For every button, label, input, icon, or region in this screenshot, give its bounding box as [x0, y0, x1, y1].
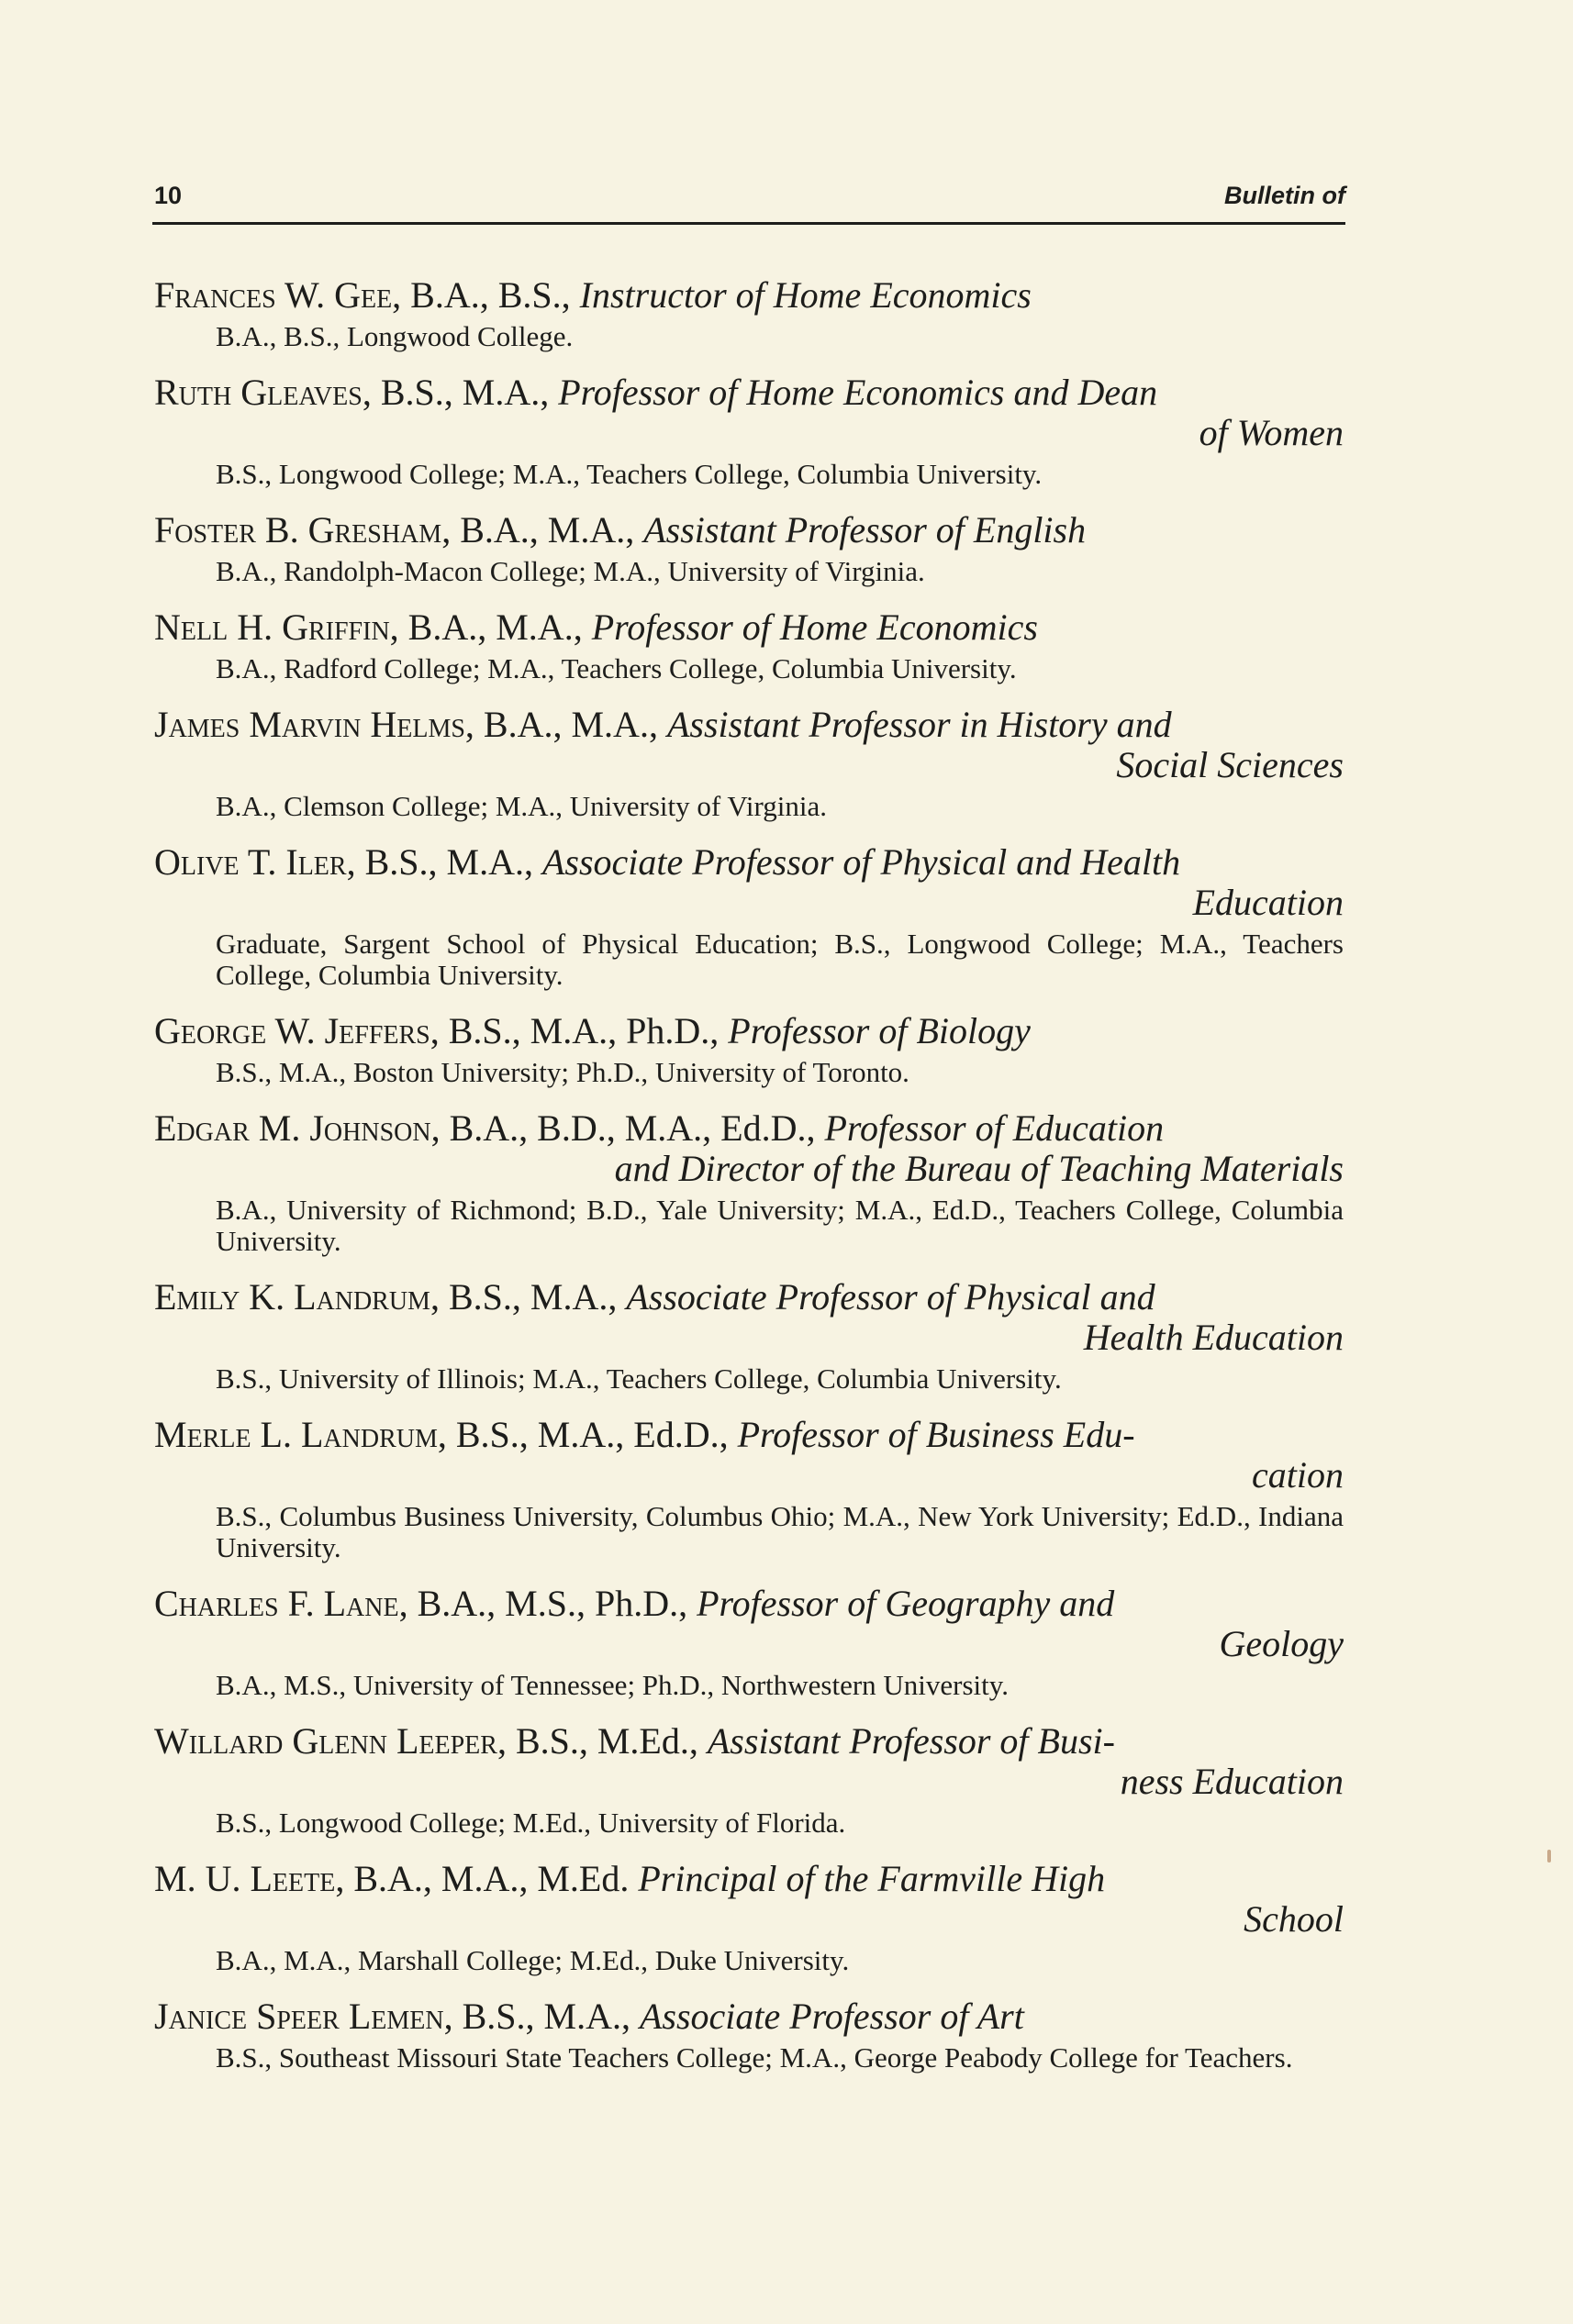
faculty-name: Ruth Gleaves: [154, 372, 363, 413]
paper-speck: [1547, 1850, 1551, 1863]
faculty-heading: [152, 1011, 1344, 1051]
faculty-name: Frances W. Gee: [154, 274, 393, 316]
faculty-heading: [152, 1996, 1344, 2037]
faculty-degrees: , B.S., M.A.,: [430, 1276, 627, 1318]
faculty-heading: [152, 1108, 1344, 1189]
faculty-title-continued: and Director of the Bureau of Teaching Materials: [614, 1148, 1344, 1189]
faculty-education: B.A., Randolph-Macon College; M.A., University of Virginia.: [216, 555, 925, 587]
faculty-title: Professor of Geography and: [697, 1583, 1115, 1624]
faculty-title-continued: Geology: [1219, 1623, 1344, 1664]
faculty-entry: [152, 1011, 1344, 1088]
faculty-entry: [152, 510, 1344, 587]
faculty-name: Nell H. Griffin: [154, 606, 390, 648]
faculty-entry: [152, 373, 1344, 490]
faculty-entry: [152, 607, 1344, 684]
faculty-heading: [152, 373, 1344, 453]
faculty-heading: [152, 1277, 1344, 1358]
faculty-title: Assistant Professor in History and: [666, 704, 1172, 745]
faculty-title-continued: Education: [1192, 882, 1344, 923]
faculty-education: B.S., Longwood College; M.A., Teachers College, Columbia University.: [216, 458, 1043, 490]
faculty-entry: [152, 1996, 1344, 2074]
faculty-name: James Marvin Helms: [154, 704, 465, 745]
faculty-heading: [152, 1415, 1344, 1496]
faculty-title-continued: School: [1244, 1898, 1344, 1940]
faculty-name: Merle L. Landrum: [154, 1414, 438, 1455]
faculty-entry: [152, 705, 1344, 822]
faculty-title-continued: ness Education: [1120, 1761, 1344, 1802]
faculty-degrees: , B.A., B.D., M.A., Ed.D.,: [430, 1107, 825, 1149]
faculty-title: Associate Professor of Physical and Health: [541, 841, 1181, 883]
faculty-title: Associate Professor of Art: [639, 1996, 1024, 2037]
faculty-degrees: , B.A., M.A.,: [441, 509, 644, 550]
faculty-degrees: , B.S., M.A.,: [443, 1996, 640, 2037]
faculty-entry: [152, 1721, 1344, 1839]
faculty-heading: [152, 607, 1344, 648]
page-header: [152, 180, 1345, 225]
faculty-degrees: , B.S., M.A.,: [362, 372, 559, 413]
faculty-title: Assistant Professor of English: [643, 509, 1087, 550]
faculty-entry: [152, 1859, 1344, 1976]
faculty-entry: [152, 275, 1344, 352]
faculty-education: B.S., M.A., Boston University; Ph.D., University of Toronto.: [216, 1056, 909, 1088]
faculty-name: Janice Speer Lemen: [154, 1996, 444, 2037]
faculty-title: Professor of Business Edu-: [737, 1414, 1135, 1455]
faculty-name: George W. Jeffers: [154, 1010, 430, 1051]
faculty-education: B.A., Clemson College; M.A., University of Virginia.: [216, 790, 828, 822]
faculty-title: Professor of Home Economics: [591, 606, 1038, 648]
faculty-title-continued: Health Education: [1083, 1317, 1344, 1358]
faculty-title: Associate Professor of Physical and: [626, 1276, 1155, 1318]
faculty-degrees: , B.S., M.Ed.,: [496, 1720, 708, 1762]
faculty-degrees: , B.A., M.A.,: [389, 606, 592, 648]
faculty-title-continued: of Women: [1199, 412, 1344, 453]
faculty-name: Foster B. Gresham: [154, 509, 442, 550]
faculty-title: Assistant Professor of Busi-: [707, 1720, 1115, 1762]
faculty-education: B.A., University of Richmond; B.D., Yale University; M.A., Ed.D., Teachers College, Columbia University.: [216, 1194, 1344, 1257]
faculty-name: Edgar M. Johnson: [154, 1107, 431, 1149]
faculty-education: B.S., University of Illinois; M.A., Teachers College, Columbia University.: [216, 1362, 1062, 1395]
faculty-education: B.A., M.A., Marshall College; M.Ed., Duke University.: [216, 1944, 850, 1976]
faculty-title-continued: cation: [1252, 1454, 1344, 1496]
faculty-degrees: , B.A., B.S.,: [392, 274, 580, 316]
running-title: Bulletin of: [1224, 182, 1345, 209]
faculty-education: B.A., Radford College; M.A., Teachers College, Columbia University.: [216, 652, 1017, 684]
faculty-heading: [152, 1584, 1344, 1664]
faculty-title: Professor of Home Economics and Dean: [558, 372, 1158, 413]
faculty-entry: [152, 1415, 1344, 1563]
faculty-heading: [152, 275, 1344, 316]
faculty-degrees: , B.S., M.A., Ph.D.,: [430, 1010, 729, 1051]
faculty-heading: [152, 705, 1344, 785]
faculty-title: Instructor of Home Economics: [579, 274, 1032, 316]
faculty-degrees: , B.A., M.S., Ph.D.,: [398, 1583, 697, 1624]
page-number: 10: [154, 182, 183, 209]
faculty-name: Olive T. Iler: [154, 841, 347, 883]
faculty-entry: [152, 1277, 1344, 1395]
faculty-education: B.S., Southeast Missouri State Teachers College; M.A., George Peabody College for Teachers.: [216, 2041, 1293, 2074]
faculty-degrees: , B.A., M.A., M.Ed.: [335, 1858, 639, 1899]
faculty-education: B.A., B.S., Longwood College.: [216, 320, 574, 352]
faculty-name: M. U. Leete: [154, 1858, 336, 1899]
faculty-name: Emily K. Landrum: [154, 1276, 430, 1318]
faculty-degrees: , B.S., M.A.,: [346, 841, 542, 883]
faculty-entry: [152, 1108, 1344, 1257]
faculty-title: Principal of the Farmville High: [638, 1858, 1106, 1899]
faculty-education: Graduate, Sargent School of Physical Education; B.S., Longwood College; M.A., Teachers College, Columbia University.: [216, 928, 1344, 991]
faculty-entry: [152, 1584, 1344, 1701]
faculty-education: B.A., M.S., University of Tennessee; Ph.D., Northwestern University.: [216, 1669, 1010, 1701]
faculty-name: Charles F. Lane: [154, 1583, 399, 1624]
faculty-name: Willard Glenn Leeper: [154, 1720, 497, 1762]
faculty-heading: [152, 1721, 1344, 1802]
faculty-entry: [152, 842, 1344, 991]
faculty-heading: [152, 510, 1344, 550]
faculty-title: Professor of Biology: [728, 1010, 1031, 1051]
faculty-title: Professor of Education: [824, 1107, 1165, 1149]
faculty-title-continued: Social Sciences: [1116, 744, 1344, 785]
faculty-heading: [152, 842, 1344, 923]
faculty-degrees: , B.S., M.A., Ed.D.,: [437, 1414, 738, 1455]
faculty-education: B.S., Longwood College; M.Ed., University of Florida.: [216, 1807, 846, 1839]
faculty-heading: [152, 1859, 1344, 1940]
faculty-list: [152, 275, 1344, 2094]
faculty-degrees: , B.A., M.A.,: [464, 704, 667, 745]
faculty-education: B.S., Columbus Business University, Columbus Ohio; M.A., New York University; Ed.D., Indiana University.: [216, 1500, 1344, 1563]
